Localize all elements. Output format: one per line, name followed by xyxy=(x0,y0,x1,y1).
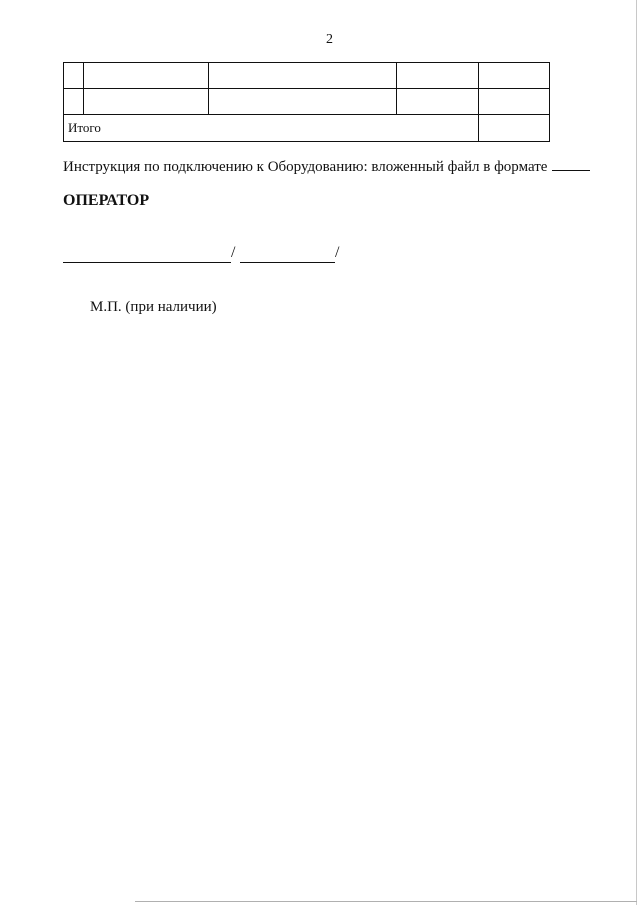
table-cell xyxy=(64,63,84,89)
signature-separator-end: / xyxy=(335,244,340,261)
page-edge-right xyxy=(636,0,637,905)
equipment-table xyxy=(63,62,550,142)
total-value xyxy=(479,115,550,142)
table-cell xyxy=(84,63,209,89)
stamp-note: М.П. (при наличии) xyxy=(90,299,217,315)
instruction-text: Инструкция по подключению к Оборудованию: вложенный файл в формате xyxy=(63,159,548,175)
table-row xyxy=(64,63,550,89)
table-cell xyxy=(209,89,397,115)
signature-line xyxy=(63,262,231,263)
table-cell xyxy=(64,89,84,115)
instruction-line xyxy=(63,158,590,176)
total-label: Итого xyxy=(64,115,479,142)
table-cell xyxy=(479,63,550,89)
table-cell xyxy=(397,89,479,115)
name-line xyxy=(240,262,335,263)
table-total-row xyxy=(64,115,550,142)
table-cell xyxy=(479,89,550,115)
signature-separator: / xyxy=(231,244,236,261)
page-edge-bottom xyxy=(135,901,637,902)
table-cell xyxy=(209,63,397,89)
page-number: 2 xyxy=(326,32,333,47)
table-row xyxy=(64,89,550,115)
format-blank xyxy=(552,158,590,171)
table-cell xyxy=(84,89,209,115)
table-cell xyxy=(397,63,479,89)
operator-heading: ОПЕРАТОР xyxy=(63,192,150,209)
